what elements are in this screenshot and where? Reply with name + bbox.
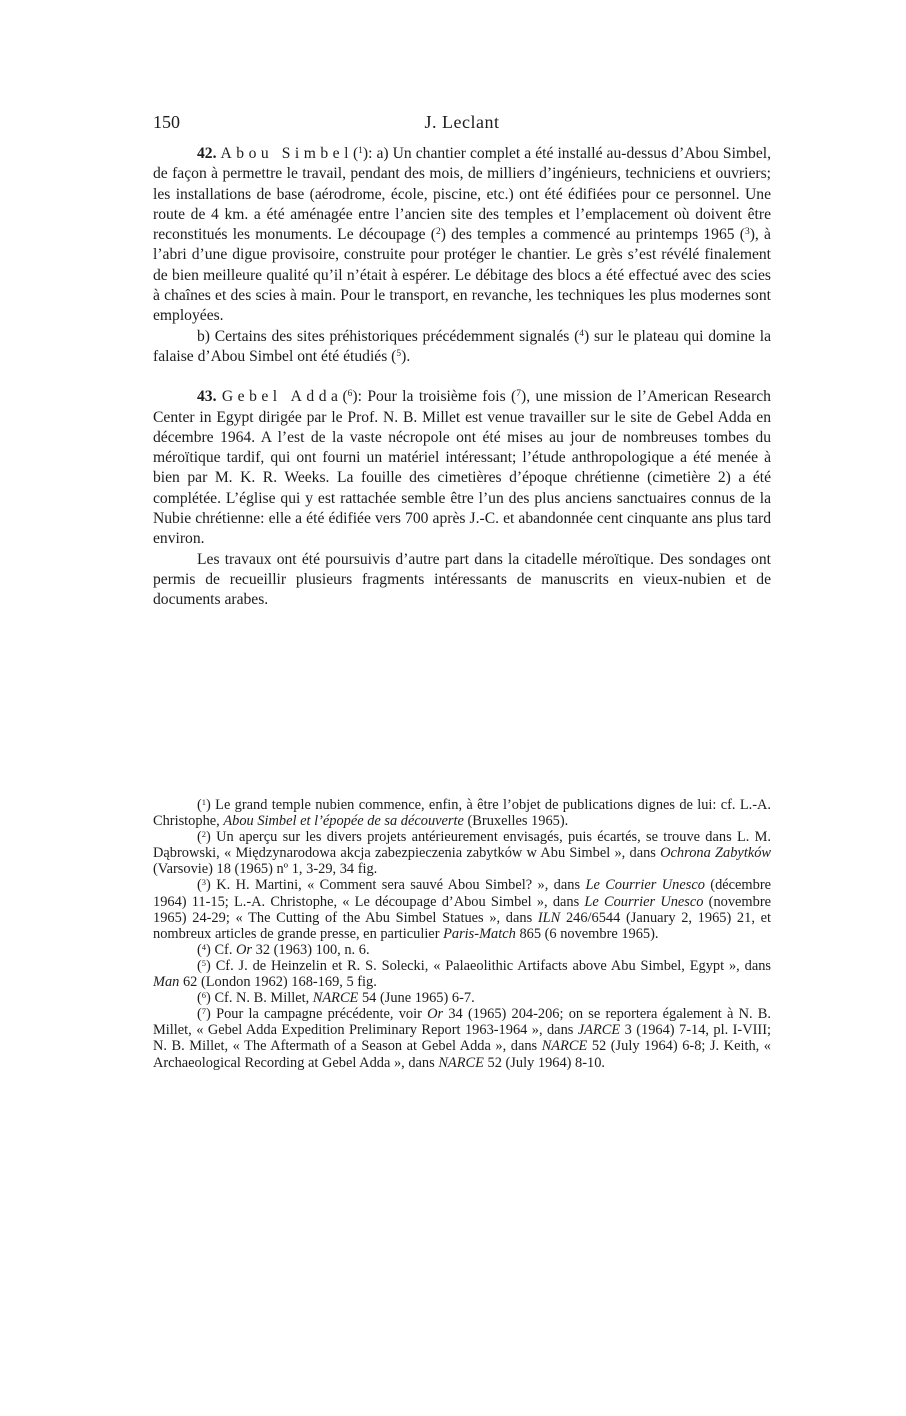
citation-title: Le Courrier Unesco	[585, 877, 705, 894]
footnote-ref: 1	[358, 146, 363, 156]
paragraph-text: b) Certains des sites préhistoriques précédemment signalés (	[197, 327, 580, 345]
footnote-1: ($^1$) Le grand temple nubien commence, enfin, à être l’objet de publications dignes de lui: cf. L.-A. Christophe, Abou Simbel et l’épopée de sa découverte (Bruxelles 1965).	[153, 797, 771, 830]
footnote-7: ($^7$) Pour la campagne précédente, voir Or 34 (1965) 204-206; on se reportera également à N. B. Millet, « Gebel Adda Expedition Preliminary Report 1963-1964 », dans JARCE 3 (1964) 7-14, pl. I-VIII; N. B. Millet, « The Aftermath of a Season at Gebel Adda », dans NARCE 52 (July 1964) 6-8; J. Keith, « Archaeological Recording at Gebel Adda », dans NARCE 52 (July 1964) 8-10.	[153, 1006, 771, 1071]
citation-title: Man	[153, 974, 180, 991]
paragraph-text: : a) Un chantier complet a été installé au-dessus d’Abou Simbel, de façon à permettre le travail, pendant des mois, de milliers d’ingénieurs, techniciens et ouvriers; les installations de base (aérodrome, école, piscine, etc.) ont été édifiées pour ce personnel. Une route de 4 km. a été aménagée entre l’ancien site des temples et l’emplacement où doivent être reconstitués les monuments. Le découpage (	[153, 145, 771, 244]
citation-title: Or	[427, 1006, 444, 1023]
footnote-6: ($^6$) Cf. N. B. Millet, NARCE 54 (June 1965) 6-7.	[197, 990, 475, 1007]
citation-title: Or	[236, 941, 253, 958]
footnote-text: 32 (1963) 100, n. 6.	[252, 941, 370, 958]
footnote-text: 52 (July 1964) 6-8; J. Keith, « Archaeological Recording at Gebel Adda », dans	[153, 1038, 771, 1071]
running-head: J. Leclant	[424, 112, 500, 132]
citation-title: Paris-Match	[443, 925, 516, 942]
paragraph-text: Les travaux ont été poursuivis d’autre part dans la citadelle méroïtique. Des sondages ont permis de recueillir plusieurs fragments intéressants de manuscrits en vieux-nubien et de documents arabes.	[153, 550, 771, 609]
footnote-text: 865 (6 novembre 1965).	[515, 925, 659, 942]
citation-title: Le Courrier Unesco	[584, 893, 704, 910]
footnote-mark: 6	[201, 990, 207, 1001]
paragraph-text: ) sur le plateau qui domine la falaise d’Abou Simbel ont été étudiés (	[153, 327, 771, 365]
footnote-3: ($^3$) K. H. Martini, « Comment sera sauvé Abou Simbel? », dans Le Courrier Unesco (décembre 1964) 11-15; L.-A. Christophe, « Le découpage d’Abou Simbel », dans Le Courrier Unesco (novembre 1965) 24-29; « The Cutting of the Abu Simbel Statues », dans ILN 246/6544 (January 2, 1965) 21, et nombreux articles de grande presse, en particulier Paris-Match 865 (6 novembre 1965).	[153, 877, 772, 942]
footnote-text: Cf. N. B. Millet,	[214, 990, 313, 1007]
footnote-text: (Bruxelles 1965).	[463, 813, 569, 830]
footnote-ref: 7	[516, 389, 521, 400]
site-name: Abou Simbel	[220, 145, 353, 162]
footnote-text: 246/6544 (January 2, 1965) 21, et nombreux articles de grande presse, en particulier	[153, 909, 771, 942]
footnote-mark: 5	[201, 957, 207, 968]
paragraph-text: ), à l’abri d’une digue provisoire, construite pour protéger le chantier. Le grès s’est révélé finalement de bien meilleure qualité qu’il n’était à espérer. Le débitage des blocs a été effectué avec des scies à chaînes et des scies à main. Pour le transport, en revanche, les techniques les plus modernes sont employées.	[153, 226, 771, 325]
footnote-ref: 4	[579, 328, 585, 339]
citation-title: ILN	[537, 909, 561, 926]
footnote-text: (Varsovie) 18 (1965) nº 1, 3-29, 34 fig.	[153, 861, 378, 878]
footnote-text: (décembre 1964) 11-15; L.-A. Christophe, « Le découpage d’Abou Simbel », dans	[153, 877, 771, 910]
footnote-text: Le grand temple nubien commence, enfin, à être l’objet de publications dignes de lui: cf. L.-A. Christophe,	[153, 797, 771, 830]
footnote-text: Cf.	[214, 941, 237, 958]
footnote-text: 3 (1964) 7-14, pl. I-VIII; N. B. Millet, « The Aftermath of a Season at Gebel Adda », dans	[153, 1022, 771, 1055]
citation-title: NARCE	[541, 1038, 588, 1055]
footnote-text: K. H. Martini, « Comment sera sauvé Abou Simbel? », dans	[216, 877, 586, 894]
citation-title: NARCE	[312, 990, 359, 1007]
footnote-mark: 4	[201, 941, 207, 952]
citation-title: Abou Simbel et l’épopée de sa découverte	[223, 813, 464, 830]
paragraph-text: ), une mission de l’American Research Center in Egypt dirigée par le Prof. N. B. Millet est venue travailler sur le site de Gebel Adda en décembre 1964. A l’est de la vaste nécropole ont été mises au jour de nombreuses tombes du méroïtique tardif, qui ont fourni un matériel intéressant; l’étude anthropologique a été menée à bien par M. K. R. Weeks. La fouille des cimetières d’époque chrétienne (cimetière 2) a été complétée. L’église qui y est rattachée semble être l’un des plus anciens sanctuaires connus de la Nubie chrétienne: elle a été édifiée vers 700 après J.-C. et abandonnée cent cinquante ans plus tard environ.	[153, 388, 771, 548]
section-number: 42.	[197, 145, 217, 162]
footnote-ref: 6	[347, 389, 353, 400]
footnote-mark: 2	[201, 829, 207, 840]
page-number: 150	[153, 112, 180, 132]
footnote-5: ($^5$) Cf. J. de Heinzelin et R. S. Solecki, « Palaeolithic Artifacts above Abu Simbel, Egypt », dans Man 62 (London 1962) 168-169, 5 fig.	[153, 957, 772, 991]
footnote-mark: 7	[201, 1006, 207, 1017]
footnote-ref: 3	[744, 227, 750, 238]
paragraph-text: ) des temples a commencé au printemps 1965 (	[440, 226, 745, 244]
footnote-2: ($^2$) Un aperçu sur les divers projets antérieurement envisagés, puis écartés, se trouve dans L. M. Dąbrowski, « Międzynarodowa akcja zabezpieczenia zabytków w Abu Simbel », dans Ochrona Zabytków (Varsovie) 18 (1965) nº 1, 3-29, 34 fig.	[153, 829, 771, 878]
footnote-text: (novembre 1965) 24-29; « The Cutting of the Abu Simbel Statues », dans	[153, 893, 772, 926]
paragraph-42-abou-simbel: 42. Abou Simbel($^1$): a) Un chantier complet a été installé au-dessus d’Abou Simbel, de façon à permettre le travail, pendant des mois, de milliers d’ingénieurs, techniciens et ouvriers; les installations de base (aérodrome, école, piscine, etc.) ont été édifiées pour ce personnel. Une route de 4 km. a été aménagée entre l’ancien site des temples et l’emplacement où doivent être reconstitués les monuments. Le découpage ($^2$) des temples a commencé au printemps 1965 ($^3$), à l’abri d’une digue provisoire, construite pour protéger le chantier. Le grès s’est révélé finalement de bien meilleure qualité qu’il n’était à espérer. Le débitage des blocs a été effectué avec des scies à chaînes et des scies à main. Pour le transport, en revanche, les techniques les plus modernes sont employées.	[153, 145, 771, 325]
section-number: 43.	[197, 388, 217, 406]
footnote-ref: 2	[435, 227, 441, 238]
footnote-text: Un aperçu sur les divers projets antérieurement envisagés, puis écartés, se trouve dans L. M. Dąbrowski, « Międzynarodowa akcja zabezpieczenia zabytków w Abu Simbel », dans	[153, 829, 771, 862]
page-header	[153, 112, 771, 136]
paragraph-43b	[153, 550, 771, 611]
footnote-text: 34 (1965) 204-206; on se reportera également à N. B. Millet, « Gebel Adda Expedition Preliminary Report 1963-1964 », dans	[153, 1006, 771, 1039]
footnotes	[153, 797, 771, 1071]
footnote-ref: 5	[396, 348, 402, 359]
footnote-4: ($^4$) Cf. Or 32 (1963) 100, n. 6.	[197, 941, 370, 958]
paragraph-text: ).	[401, 347, 411, 365]
paragraph-43-gebel-adda: 43. Gebel Adda($^6$): Pour la troisième fois ($^7$), une mission de l’American Research Center in Egypt dirigée par le Prof. N. B. Millet est venue travailler sur le site de Gebel Adda en décembre 1964. A l’est de la vaste nécropole ont été mises au jour de nombreuses tombes du méroïtique tardif, qui ont fourni un matériel intéressant; l’étude anthropologique a été menée à bien par M. K. R. Weeks. La fouille des cimetières d’époque chrétienne (cimetière 2) a été complétée. L’église qui y est rattachée semble être l’un des plus anciens sanctuaires connus de la Nubie chrétienne: elle a été édifiée vers 700 après J.-C. et abandonnée cent cinquante ans plus tard environ.	[153, 388, 771, 548]
footnote-text: 62 (London 1962) 168-169, 5 fig.	[179, 974, 377, 991]
citation-title: JARCE	[577, 1022, 621, 1039]
paragraph-42b	[153, 327, 771, 368]
footnote-text: 52 (July 1964) 8-10.	[483, 1054, 606, 1071]
footnote-text: Pour la campagne précédente, voir	[216, 1006, 428, 1023]
footnote-text: 54 (June 1965) 6-7.	[358, 990, 475, 1007]
citation-title: Ochrona Zabytków	[660, 845, 771, 862]
footnote-text: Cf. J. de Heinzelin et R. S. Solecki, « Palaeolithic Artifacts above Abu Simbel, Egypt », dans	[215, 957, 772, 974]
site-name: Gebel Adda	[221, 388, 343, 406]
footnote-mark: 3	[201, 877, 207, 888]
paragraph-text: ): Pour la troisième fois (	[352, 388, 517, 406]
citation-title: NARCE	[438, 1054, 484, 1071]
body-text	[153, 144, 771, 611]
footnote-mark: 1	[201, 797, 207, 807]
